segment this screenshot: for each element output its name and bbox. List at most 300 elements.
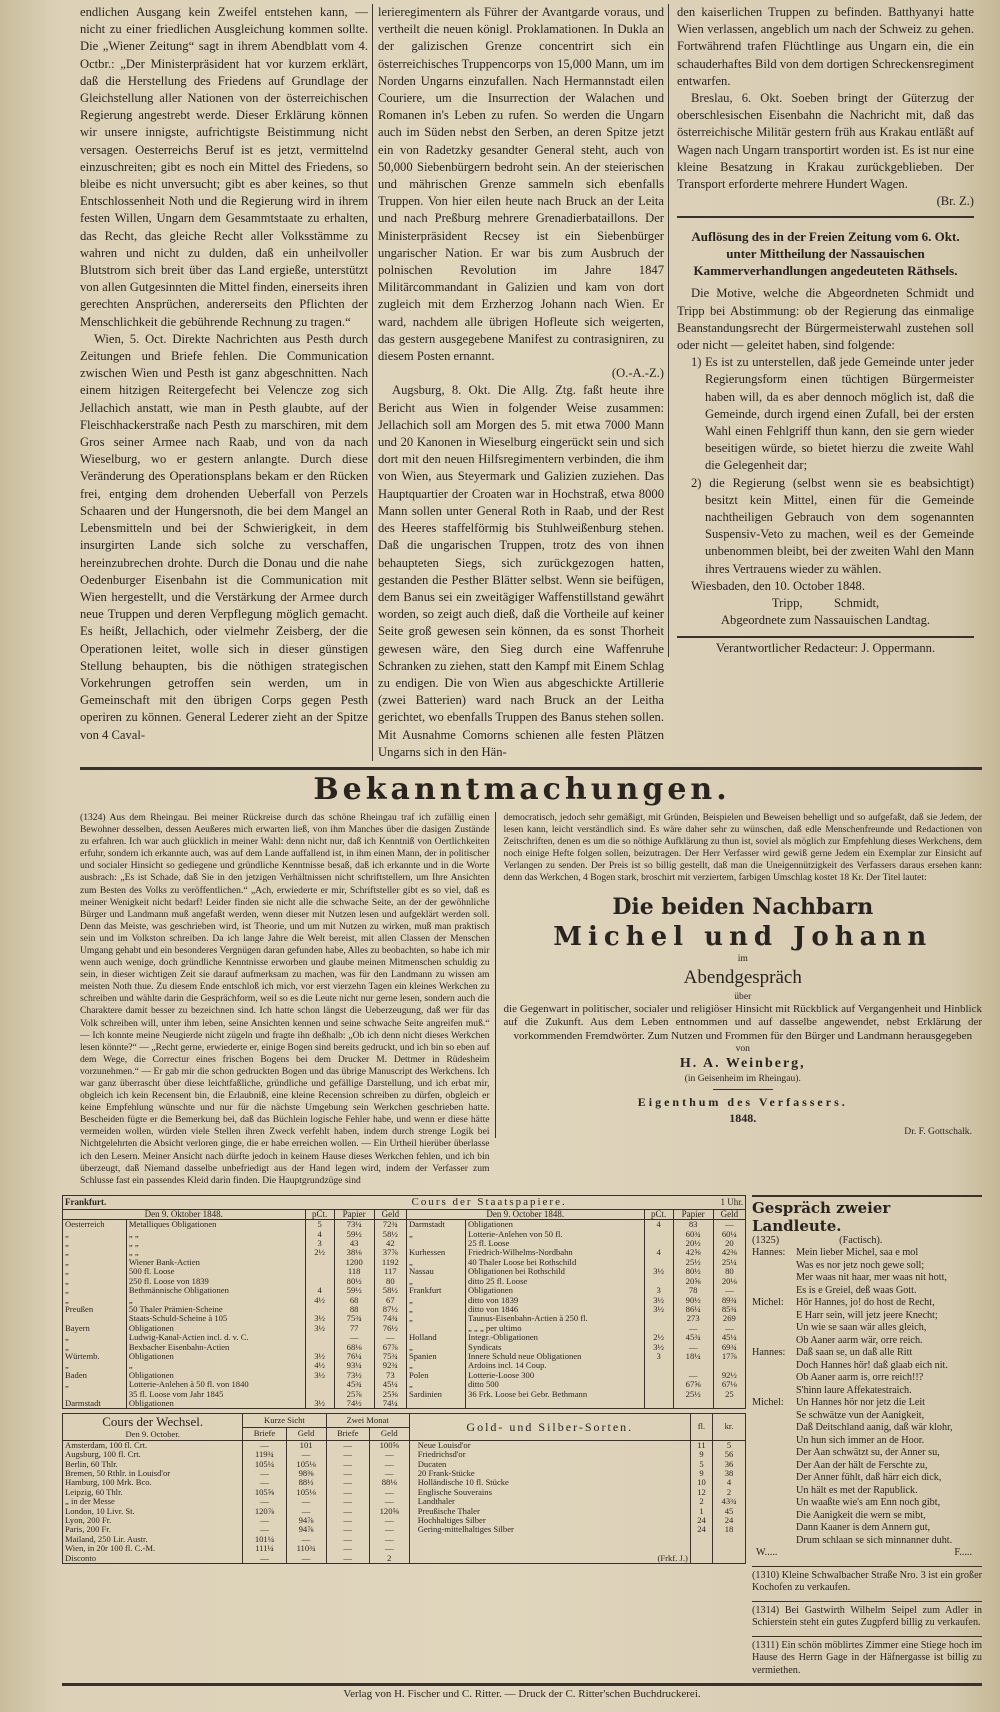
- papier-cell: 1200: [334, 1258, 374, 1267]
- papier-cell: [673, 1399, 713, 1409]
- security-cell: 36 Frk. Loose bei Gebr. Bethmann: [466, 1390, 645, 1399]
- table-date: Den 9. October 1848.: [406, 1209, 644, 1219]
- table-row: [63, 1544, 746, 1553]
- pct-cell: 3½: [305, 1371, 334, 1380]
- security-cell: Wiener Bank-Actien: [126, 1258, 305, 1267]
- security-cell: Ardoins incl. 14 Coup.: [466, 1361, 645, 1370]
- speaker: [752, 1310, 796, 1323]
- rate-cell: —: [243, 1497, 286, 1506]
- speaker: [752, 1472, 796, 1485]
- rate-cell: —: [326, 1525, 369, 1534]
- coin-cell: [409, 1535, 690, 1544]
- value-cell: [690, 1535, 712, 1544]
- rate-cell: —: [243, 1478, 286, 1487]
- security-cell: Staats-Schuld-Scheine à 105: [126, 1314, 305, 1323]
- rate-cell: 110¾: [286, 1544, 326, 1553]
- value-cell: 24: [690, 1525, 712, 1534]
- geld-cell: 25: [713, 1390, 745, 1399]
- rate-cell: 100⅝: [369, 1440, 409, 1450]
- rate-cell: —: [369, 1525, 409, 1534]
- security-cell: ditto 25 fl. Loose: [466, 1277, 645, 1286]
- geld-cell: 87½: [374, 1305, 406, 1314]
- poem-line: [752, 1385, 982, 1398]
- book-year: 1848.: [729, 1111, 757, 1126]
- rate-cell: 120⅞: [243, 1507, 286, 1516]
- papier-cell: 25⅞: [334, 1390, 374, 1399]
- ad-number: (1325): [752, 1234, 780, 1246]
- pct-cell: 4½: [305, 1361, 334, 1370]
- rate-cell: —: [369, 1544, 409, 1553]
- speaker: Michel:: [752, 1297, 784, 1309]
- security-cell: Taunus-Eisenbahn-Actien à 250 fl.: [466, 1314, 645, 1323]
- geld-cell: 20: [713, 1239, 745, 1248]
- country-cell: „: [406, 1296, 465, 1305]
- papier-cell: 73¼: [334, 1220, 374, 1230]
- poem-title: Gespräch zweier Landleute.: [752, 1198, 891, 1235]
- source-note: (O.-A.-Z.): [611, 366, 664, 381]
- classified-ad: (1311) Ein schön möblirtes Zimmer eine Stiege hoch im Hause des Herrn Gage in der Häfnergasse ist billig zu vermiethen.: [752, 1636, 982, 1678]
- country-cell: „: [65, 1266, 69, 1277]
- papier-cell: 77: [334, 1324, 374, 1333]
- papier-cell: 20⅝: [673, 1277, 713, 1286]
- papier-cell: 74½: [334, 1399, 374, 1409]
- security-cell: Lotterie-Anlehen von 50 fl.: [466, 1230, 645, 1239]
- pct-cell: 2½: [644, 1333, 673, 1342]
- rate-cell: 88½: [286, 1478, 326, 1487]
- table-row: [63, 1554, 746, 1564]
- article-paragraph: Wien, 5. Oct. Direkte Nachrichten aus Pesth durch Zeitungen und Briefe fehlen. Die Communication zwischen Wien und Pesth ist ganz abgeschnitten. Nach einem hitzigen Reitergefecht bei Velencze zog sich Jellachich anstatt, wie man in Pesth glaubte, auf der Fleischhackerstraße nach Pesth zu marschiren, mit dem Gros seiner Armee nach Raab, und von da nach Wieselburg, wo er gestern anlangte. Durch diese Veränderung des Operationsplans bekam er den Rücken frei, entging dem drohenden Ueberfall von Perzels Schaaren und der Hungersnoth, die bei dem Mangel an Lebensmitteln und bei der Schwierigkeit, in dem insurgirten Lande sich solche zu verschaffen, hereinzubrechen drohte. Durch die Donau und die nahe Oedenburger Eisenbahn ist die Communication mit Wien hergestellt, und die Verstärkung der Armee durch neue Truppen und deren Verpflegung möglich gemacht. Es heißt, Jellachich, oder vielmehr Zeisberg, der die Operationen leitet, wolle sich in dieser günstigen Stellung behaupten, bis die nöthigen strategischen Vorkehrungen getroffen sein werden, um in Gemeinschaft mit den übrigen Corps gegen Pesth operiren zu können. General Lederer zieht an der Spitze von 4 Caval-: [80, 331, 368, 742]
- papier-cell: 86¼: [673, 1305, 713, 1314]
- announcement-text: democratisch, jedoch sehr gemäßigt, mit Gründen, Beispielen und Beweisen behelligt und so aufgefaßt, daß sie Jedem, der lesen kann, leicht verständlich sind. Es wäre daher sehr zu wünschen, daß edle Menschenfreunde und Redactionen von Zeitschriften, denen es um die so nöthige Aufklärung zu thun ist, soviel als möglich zur Empfehlung dieses Werkchens, dem noch einige Hefte folgen sollen, beizutragen. Der Herr Verfasser wird gewiß gerne Jedem ein Exemplar zur Einsicht auf Verlangen zu senden. Der Preis ist so billig gestellt, daß man die Uneigennützigkeit des Verfassers daraus ersehen kann: denn das Werkchen, 4 Bogen stark, broschirt mit verziertem, farbigen Umschlag kostet 18 Kr. Der Titel lautet:: [503, 811, 982, 884]
- papier-cell: 45¾: [334, 1380, 374, 1389]
- country-cell: Sardinien: [406, 1390, 465, 1399]
- book-title: Abendgespräch: [683, 966, 802, 988]
- poem-line: [752, 1360, 982, 1373]
- country-cell: „: [406, 1305, 465, 1314]
- table-row: [63, 1286, 746, 1295]
- col-header: Zwei Monat: [326, 1414, 409, 1427]
- security-cell: „ „: [126, 1239, 305, 1248]
- speaker: [752, 1372, 796, 1385]
- security-cell: Obligationen: [126, 1324, 305, 1333]
- news-column-3: [668, 4, 974, 657]
- country-cell: Würtemb.: [65, 1350, 100, 1361]
- price-tables: [62, 1195, 746, 1564]
- classified-ad: (1310) Kleine Schwalbacher Straße Nro. 3 ist ein großer Kochofen zu verkaufen.: [752, 1566, 982, 1595]
- poem-line: [752, 1335, 982, 1348]
- rate-cell: —: [326, 1507, 369, 1516]
- value-cell: 18: [713, 1525, 746, 1534]
- book-title: Michel und Johann: [553, 921, 933, 952]
- country-cell: Polen: [406, 1371, 465, 1380]
- country-cell: „: [406, 1343, 465, 1352]
- speaker: [752, 1447, 796, 1460]
- rate-cell: —: [243, 1554, 286, 1564]
- table-row: [63, 1450, 746, 1459]
- geld-cell: 85¾: [713, 1305, 745, 1314]
- security-cell: Obligationen bei Rothschild: [466, 1267, 645, 1276]
- poem-line: [752, 1460, 982, 1473]
- book-von: von: [735, 1043, 750, 1055]
- market-section: [62, 1195, 982, 1678]
- col-header: Geld: [374, 1209, 406, 1219]
- speaker: [752, 1535, 796, 1548]
- geld-cell: 67⅞: [374, 1343, 406, 1352]
- geld-cell: 80: [713, 1267, 745, 1276]
- news-column-1: [80, 4, 372, 744]
- pct-cell: [644, 1230, 673, 1239]
- poem-line: [752, 1485, 982, 1498]
- poem-line: [752, 1535, 982, 1548]
- publisher-footer: Verlag von H. Fischer und C. Ritter. — Druck der C. Ritter'schen Buchdruckerei.: [343, 1688, 701, 1701]
- pct-cell: 3: [644, 1352, 673, 1361]
- table-row: [63, 1488, 746, 1497]
- speaker: [752, 1360, 796, 1373]
- table-row: [63, 1525, 746, 1534]
- verse: Un Hannes hör nor jetz die Leit: [796, 1397, 926, 1409]
- security-cell: Innere Schuld neue Obligationen: [466, 1352, 645, 1361]
- table-title: Cours der Staatspapiere.: [305, 1195, 673, 1209]
- poem-line: [752, 1422, 982, 1435]
- motives-list: [677, 354, 974, 578]
- geld-cell: 89¾: [713, 1296, 745, 1305]
- security-cell: Obligationen: [466, 1220, 645, 1230]
- poem-line: [752, 1497, 982, 1510]
- value-cell: [713, 1554, 746, 1564]
- place-cell: Hamburg, 100 Mrk. Bco.: [65, 1477, 152, 1488]
- security-cell: Obligationen: [126, 1352, 305, 1361]
- staatspapiere-table: [62, 1195, 746, 1410]
- coin-cell: Hochhaltiges Silber: [409, 1516, 690, 1525]
- speaker: [752, 1485, 796, 1498]
- place-cell: Lyon, 200 Fr.: [65, 1515, 112, 1526]
- rate-cell: 88⅛: [369, 1478, 409, 1487]
- papier-cell: 20½: [673, 1239, 713, 1248]
- pct-cell: [644, 1399, 673, 1409]
- rate-cell: —: [326, 1488, 369, 1497]
- verse: Der Anner fühlt, daß härr eich dick,: [796, 1472, 942, 1484]
- pct-cell: 4: [644, 1220, 673, 1230]
- security-cell: Obligationen: [126, 1371, 305, 1380]
- signers: Tripp, Schmidt,: [771, 596, 880, 611]
- pct-cell: [644, 1314, 673, 1323]
- value-cell: 9: [690, 1469, 712, 1478]
- security-cell: „: [126, 1361, 305, 1370]
- pct-cell: 2½: [305, 1248, 334, 1257]
- coin-cell: Friedrichsd'or: [409, 1450, 690, 1459]
- pct-cell: 3½: [644, 1343, 673, 1352]
- papier-cell: 80½: [673, 1267, 713, 1276]
- country-cell: Kurhessen: [406, 1248, 465, 1257]
- poem-line: [752, 1347, 982, 1360]
- poem-line: [752, 1310, 982, 1323]
- speaker: Michel:: [752, 1397, 784, 1409]
- verse: Hör Hannes, jo! do host de Recht,: [796, 1297, 935, 1309]
- signature: Dr. F. Gottschalk.: [904, 1126, 972, 1138]
- verse: Der Aan schwätzt su, der Anner su,: [796, 1447, 940, 1459]
- papier-cell: 42⅝: [673, 1248, 713, 1257]
- place-cell: Amsterdam, 100 fl. Crt.: [65, 1439, 148, 1450]
- news-column-2: [372, 4, 668, 761]
- rate-cell: 2: [369, 1554, 409, 1564]
- table-place: Frankfurt.: [63, 1195, 306, 1209]
- verse: Dann Kaaner is dem Annern gut,: [796, 1522, 931, 1534]
- value-cell: 38: [713, 1469, 746, 1478]
- papier-cell: 75¾: [334, 1314, 374, 1323]
- country-cell: „: [65, 1360, 69, 1371]
- papier-cell: 90½: [673, 1296, 713, 1305]
- coin-cell: Neue Louisd'or: [409, 1440, 690, 1450]
- value-cell: 36: [713, 1460, 746, 1469]
- value-cell: 5: [690, 1460, 712, 1469]
- papier-cell: 68⅛: [334, 1343, 374, 1352]
- speaker: [752, 1410, 796, 1423]
- geld-cell: —: [713, 1286, 745, 1295]
- verse: Die Aanigkeit die wern se mibt,: [796, 1509, 926, 1521]
- speaker: [752, 1385, 796, 1398]
- rate-cell: —: [326, 1554, 369, 1564]
- verse: Doch Hannes hör! daß glaab eich nit.: [796, 1359, 948, 1371]
- pct-cell: 3½: [644, 1296, 673, 1305]
- security-cell: Lotterie-Anlehen à 50 fl. von 1840: [126, 1380, 305, 1389]
- security-cell: ditto von 1846: [466, 1305, 645, 1314]
- security-cell: Obligationen: [466, 1286, 645, 1295]
- country-cell: Spanien: [406, 1352, 465, 1361]
- security-cell: Syndicats: [466, 1343, 645, 1352]
- news-columns: [62, 4, 982, 761]
- value-cell: 12: [690, 1488, 712, 1497]
- col-header: kr.: [713, 1414, 746, 1440]
- coin-cell: Landthaler: [409, 1497, 690, 1506]
- coin-cell: Gering-mittelhaltiges Silber: [409, 1525, 690, 1534]
- verse: Es is e Greiel, deß waas Gott.: [796, 1284, 917, 1296]
- speaker: [752, 1335, 796, 1348]
- geld-cell: 67: [374, 1296, 406, 1305]
- country-cell: „: [406, 1361, 465, 1370]
- table-row: [63, 1440, 746, 1450]
- col-header: Geld: [713, 1209, 745, 1219]
- coin-cell: Holländische 10 fl. Stücke: [409, 1478, 690, 1487]
- pct-cell: 3½: [305, 1352, 334, 1361]
- rate-cell: 105¼: [243, 1460, 286, 1469]
- geld-cell: 80: [374, 1277, 406, 1286]
- rate-cell: —: [286, 1450, 326, 1459]
- rate-cell: —: [369, 1460, 409, 1469]
- speaker: [752, 1422, 796, 1435]
- divider: [752, 1195, 982, 1197]
- verse: Mein lieber Michel, saa e mol: [796, 1247, 919, 1259]
- poem-line: [752, 1472, 982, 1485]
- security-cell: Ludwig-Kanal-Actien incl. d. v. C.: [126, 1333, 305, 1342]
- country-cell: „: [65, 1379, 69, 1390]
- verse: Un waaßte wie's am Enn noch gibt,: [796, 1497, 941, 1509]
- coin-cell: Preußische Thaler: [409, 1507, 690, 1516]
- divider: [677, 216, 974, 218]
- geld-cell: 60¼: [713, 1230, 745, 1239]
- rate-cell: —: [369, 1469, 409, 1478]
- papier-cell: 45¾: [673, 1333, 713, 1342]
- rate-cell: 119¾: [243, 1450, 286, 1459]
- verse: Mer waas nit haar, mer waas nit hott,: [796, 1272, 947, 1284]
- rate-cell: —: [326, 1450, 369, 1459]
- security-cell: ditto von 1839: [466, 1296, 645, 1305]
- rate-cell: 105⅛: [286, 1460, 326, 1469]
- verse: Daß Deitschland aanig, daß wär klohr,: [796, 1422, 953, 1434]
- poem-line: [752, 1247, 982, 1260]
- rate-cell: 111¼: [243, 1544, 286, 1553]
- value-cell: 43¾: [713, 1497, 746, 1506]
- country-cell: Baden: [65, 1369, 87, 1380]
- table-row: [63, 1507, 746, 1516]
- poem-lines: [752, 1247, 982, 1547]
- country-cell: Bayern: [65, 1322, 90, 1333]
- place-cell: Wien, in 20r 100 fl. C.-M.: [65, 1543, 156, 1554]
- book-property: Eigenthum des Verfassers.: [637, 1095, 848, 1110]
- value-cell: 1: [690, 1507, 712, 1516]
- place-cell: Mailand, 250 Lir. Austr.: [65, 1533, 148, 1544]
- source-note: (Br. Z.): [936, 194, 974, 209]
- geld-cell: 58½: [374, 1286, 406, 1295]
- pct-cell: [305, 1258, 334, 1267]
- security-cell: „: [126, 1296, 305, 1305]
- rate-cell: 101¼: [243, 1535, 286, 1544]
- list-item: 2) die Regierung (selbst wenn sie es beabsichtigt) besitzt kein Mittel, einen für die Gemeinde nachtheiligen Gebrauch von dem sogenannten Suspensiv-Veto zu machen, weil es der Gemeinde unbenommen bleibt, bei der zweiten Wahl den Mann ihres Vertrauens wieder zu wählen.: [691, 475, 974, 576]
- papier-cell: 83: [673, 1220, 713, 1230]
- verse: Daß saan se, un daß alle Ritt: [796, 1347, 913, 1359]
- book-title-ueber: über: [734, 990, 752, 1002]
- place-cell: Disconto: [65, 1552, 97, 1563]
- geld-cell: 92¾: [374, 1361, 406, 1370]
- col-header: Papier: [334, 1209, 374, 1219]
- classified-ad: (1314) Bei Gastwirth Wilhelm Seipel zum Adler in Schierstein steht ein gutes Zugpferd billig zu verkaufen.: [752, 1601, 982, 1630]
- wechsel-date: Den 9. October.: [125, 1429, 180, 1440]
- country-cell: „: [406, 1314, 465, 1323]
- pct-cell: 3½: [305, 1314, 334, 1323]
- pct-cell: [644, 1390, 673, 1399]
- poem-line: [752, 1435, 982, 1448]
- poem-line: [752, 1510, 982, 1523]
- pct-cell: [305, 1267, 334, 1276]
- papier-cell: 73½: [334, 1371, 374, 1380]
- rate-cell: 94⅞: [286, 1525, 326, 1534]
- verse: Un wie se saan wär alles gleich,: [796, 1322, 927, 1334]
- verse: Se schwätze vun der Aanigkeit,: [796, 1409, 925, 1421]
- papier-cell: —: [673, 1343, 713, 1352]
- poem-line: [752, 1297, 982, 1310]
- security-cell: 40 Thaler Loose bei Rothschild: [466, 1258, 645, 1267]
- papier-cell: 93¼: [334, 1361, 374, 1370]
- papier-cell: 80½: [334, 1277, 374, 1286]
- geld-cell: 76½: [374, 1324, 406, 1333]
- col-header: Geld: [369, 1427, 409, 1440]
- rate-cell: 101: [286, 1440, 326, 1450]
- table-row: [63, 1535, 746, 1544]
- book-title-im: im: [737, 952, 748, 964]
- papier-cell: —: [673, 1371, 713, 1380]
- rate-cell: —: [286, 1535, 326, 1544]
- verse: Un hält es met der Rapublick.: [796, 1484, 918, 1496]
- speaker: [752, 1260, 796, 1273]
- value-cell: 2: [690, 1497, 712, 1506]
- papier-cell: 88: [334, 1305, 374, 1314]
- geld-cell: 67⅛: [713, 1380, 745, 1389]
- col-header: fl.: [690, 1414, 712, 1440]
- rate-cell: —: [326, 1497, 369, 1506]
- papier-cell: 43: [334, 1239, 374, 1248]
- announcements-heading: Bekanntmachungen.: [313, 771, 731, 807]
- value-cell: 45: [713, 1507, 746, 1516]
- security-cell: „ „: [126, 1230, 305, 1239]
- geld-cell: 25⅝: [374, 1390, 406, 1399]
- speaker: [752, 1522, 796, 1535]
- table-time: 1 Uhr.: [673, 1195, 745, 1209]
- country-cell: [406, 1399, 465, 1409]
- papier-cell: 68: [334, 1296, 374, 1305]
- rate-cell: —: [326, 1469, 369, 1478]
- book-title: Die beiden Nachbarn: [612, 893, 874, 920]
- rate-cell: —: [286, 1554, 326, 1564]
- geld-cell: 17⅞: [713, 1352, 745, 1361]
- article-paragraph: lerieregimentern als Führer der Avantgarde voraus, und vertheilt die neuen königl. Proklamationen. In Dukla an der galizischen Grenze concentrirt sich ein österreichisches Truppencorps von 15,000 Mann, um im Norden Ungarns einzufallen. Nach Hermannstadt eilen Couriere, um die Insurrection der Walachen und Romanen in's Leben zu rufen. So werden die Ungarn auch im Süden nebst den Serben, an deren Spitze jetzt ein von Radetzky gesandter General steht, auch von 50,000 Siebenbürgern bedroht sein. An der steierischen und mährischen Grenze sammeln sich ebenfalls Truppen. Von hier eilen heute nach Bruck an der Leita und nach Preßburg mehrere Grenadierbataillons. Der Ministerpräsident Recsey ist ein Siebenbürger ungarischer Nation. Er war bis zum Ausbruch der polnischen Revolution im Jahre 1847 Militärcommandant in Galizien und kam von dort zugleich mit dem Erzherzog Johann nach Wien. Er ward, nachdem alle übrigen Hofleute sich weigerten, das gestern ausgegebene Manifest zu contrasigniren, zu diesem Posten ernannt.: [378, 5, 664, 364]
- geld-cell: 92½: [713, 1371, 745, 1380]
- papier-cell: 118: [334, 1267, 374, 1276]
- value-cell: [690, 1544, 712, 1553]
- rate-cell: —: [326, 1460, 369, 1469]
- speaker: [752, 1460, 796, 1473]
- announcements: [62, 812, 982, 1187]
- poem-note: (Factisch).: [839, 1234, 883, 1246]
- value-cell: 4: [713, 1478, 746, 1487]
- value-cell: 24: [690, 1516, 712, 1525]
- book-subtitle: die Gegenwart in politischer, socialer und religiöser Hinsicht mit Rückblick auf Vergangenheit und Hinblick auf die Zukunft. Aus dem Leben entnommen und auf dasselbe angewendet, nebst Erklärung der vorkommenden Fremdwörter. Zum Nutzen und Frommen für den Bürger und Landmann herausgegeben: [503, 1002, 982, 1042]
- rate-cell: —: [369, 1535, 409, 1544]
- geld-cell: 42⅜: [713, 1248, 745, 1257]
- rate-cell: —: [243, 1516, 286, 1525]
- geld-cell: —: [713, 1324, 745, 1333]
- speaker: [752, 1322, 796, 1335]
- geld-cell: 69¾: [713, 1343, 745, 1352]
- col-header: Geld: [286, 1427, 326, 1440]
- value-cell: 2: [713, 1488, 746, 1497]
- gold-title: Gold- und Silber-Sorten.: [409, 1414, 690, 1440]
- rate-cell: —: [243, 1469, 286, 1478]
- rate-cell: —: [243, 1440, 286, 1450]
- divider: [713, 1089, 773, 1090]
- verse: S'hinn laure Affekatestraich.: [796, 1384, 912, 1396]
- pct-cell: 3: [644, 1286, 673, 1295]
- announcement-1324-continued: [495, 812, 982, 1139]
- article-heading: Auflösung des in der Freien Zeitung vom 6. Okt. unter Mittheilung der Nassauischen Kammerverhandlungen angedeuteten Räthsels.: [691, 229, 960, 279]
- verse: Der Aan der hält de Ferschte zu,: [796, 1459, 928, 1471]
- col-header: Kurze Sicht: [243, 1414, 326, 1427]
- geld-cell: 75¾: [374, 1352, 406, 1361]
- security-cell: Metalliques Obligationen: [126, 1220, 305, 1230]
- rate-cell: —: [326, 1478, 369, 1487]
- rate-cell: —: [243, 1525, 286, 1534]
- article-paragraph: Die Motive, welche die Abgeordneten Schmidt und Tripp bei Abstimmung: ob der Regierung das einmalige Beanstandungsrecht der Bürgermeisterwahl zustehen soll oder nicht — geleitet haben, sind folgende:: [677, 286, 974, 353]
- papier-cell: 60¾: [673, 1230, 713, 1239]
- security-cell: Bethmännische Obligationen: [126, 1286, 305, 1295]
- dateline: Wiesbaden, den 10. October 1848.: [691, 578, 866, 593]
- wechsel-gold-table: [62, 1413, 746, 1564]
- security-cell: „ „ „ per ultimo: [466, 1324, 645, 1333]
- poem-line: [752, 1372, 982, 1385]
- country-cell: „: [65, 1275, 69, 1286]
- geld-cell: 45¼: [713, 1333, 745, 1342]
- country-cell: „: [65, 1256, 69, 1267]
- rate-cell: 105⅛: [286, 1488, 326, 1497]
- place-cell: Paris, 200 Fr.: [65, 1524, 111, 1535]
